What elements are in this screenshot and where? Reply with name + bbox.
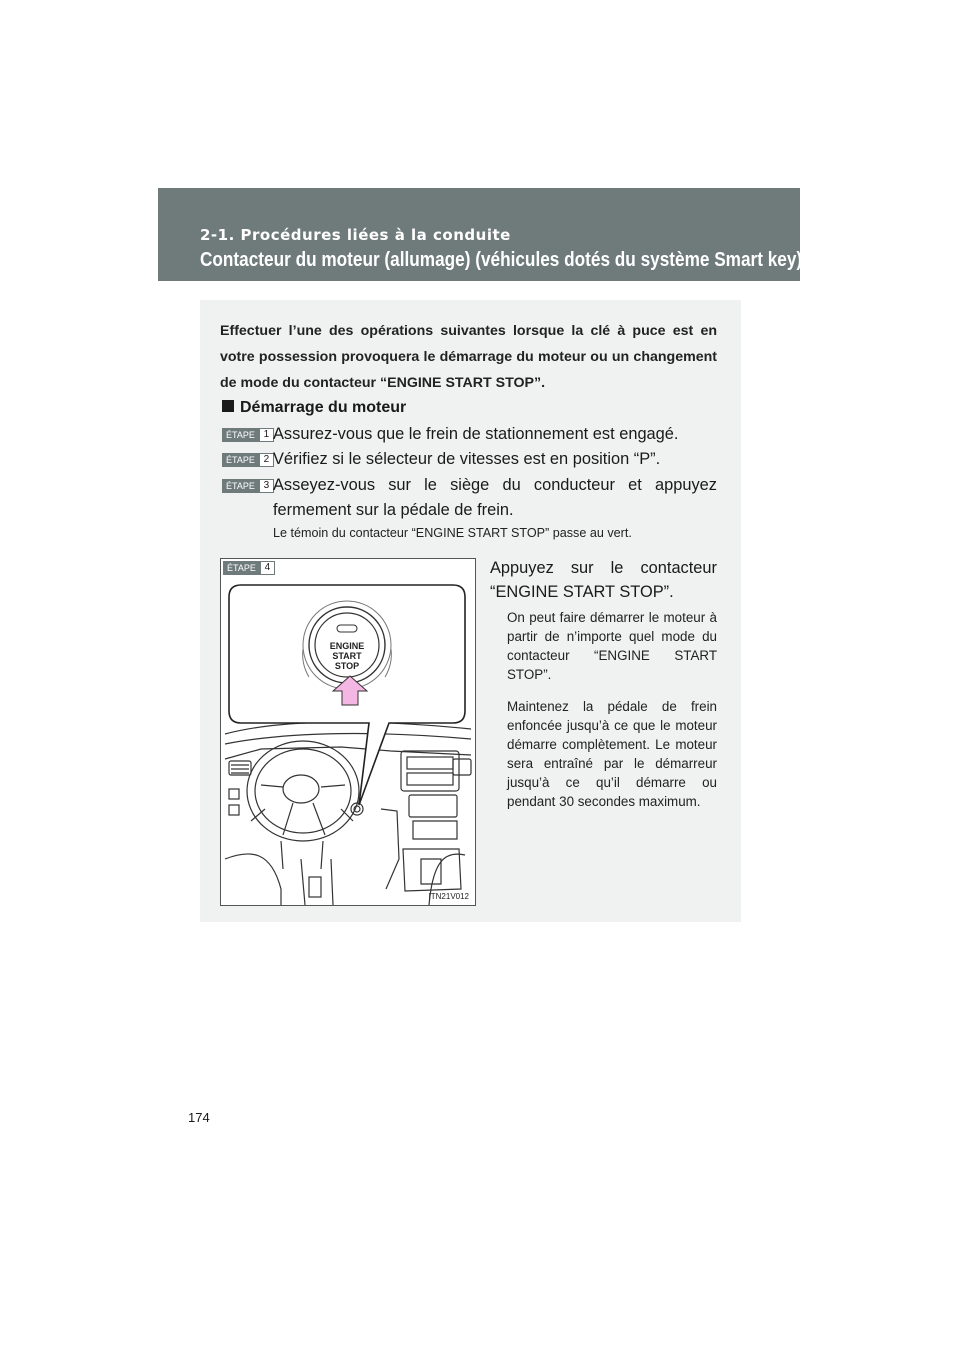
subheading: [222, 399, 406, 417]
step-3-text: Asseyez-vous sur le siège du conducteur et appuyez fermement sur la pédale de frein.: [273, 476, 717, 519]
page-number: 174: [188, 1110, 210, 1125]
dashboard-drawing: [221, 559, 475, 905]
subheading-text: Démarrage du moteur: [240, 399, 407, 416]
step-badge-3: [222, 479, 274, 493]
step-badge-1: [222, 428, 274, 442]
button-label-start: START: [332, 651, 362, 661]
step-number: 4: [260, 561, 275, 575]
step-label: ÉTAPE: [222, 479, 259, 493]
dashboard-illustration: [220, 558, 476, 906]
page-title: Contacteur du moteur (allumage) (véhicules dotés du système Smart key): [200, 249, 803, 271]
step-4-note-2: Maintenez la pédale de frein enfoncée jusqu’à ce que le moteur démarre complètement. Le moteur sera entraîné par le démarreur jusqu’à ce qu’il démarre ou pendant 30 secondes maximum.: [507, 699, 717, 809]
section-number: 2-1. Procédures liées à la conduite: [200, 226, 511, 244]
intro-paragraph: Effectuer l’une des opérations suivantes lorsque la clé à puce est en votre possession provoquera le démarrage du moteur ou un changement de mode du contacteur “ENGINE START STOP”.: [220, 323, 717, 391]
step-3-note: Le témoin du contacteur “ENGINE START STOP” passe au vert.: [273, 526, 632, 540]
button-label-stop: STOP: [334, 661, 360, 671]
header-band: [158, 188, 803, 281]
step-number: 2: [259, 453, 274, 467]
button-label-engine: ENGINE: [329, 641, 365, 651]
step-2-text: Vérifiez si le sélecteur de vitesses est en position “P”.: [273, 450, 661, 468]
content-panel: [200, 300, 741, 922]
step-1-text: Assurez-vous que le frein de stationnement est engagé.: [273, 425, 679, 443]
step-label: ÉTAPE: [223, 561, 260, 575]
step-badge-2: [222, 453, 274, 467]
step-label: ÉTAPE: [222, 428, 259, 442]
step-4-note-1: On peut faire démarrer le moteur à partir de n’importe quel mode du contacteur “ENGINE START STOP”.: [507, 610, 717, 682]
step-4-text: Appuyez sur le contacteur “ENGINE START STOP”.: [490, 559, 717, 601]
square-bullet-icon: [222, 400, 234, 412]
step-label: ÉTAPE: [222, 453, 259, 467]
step-number: 3: [259, 479, 274, 493]
figure-code: ITN21V012: [428, 892, 469, 901]
step-number: 1: [259, 428, 274, 442]
